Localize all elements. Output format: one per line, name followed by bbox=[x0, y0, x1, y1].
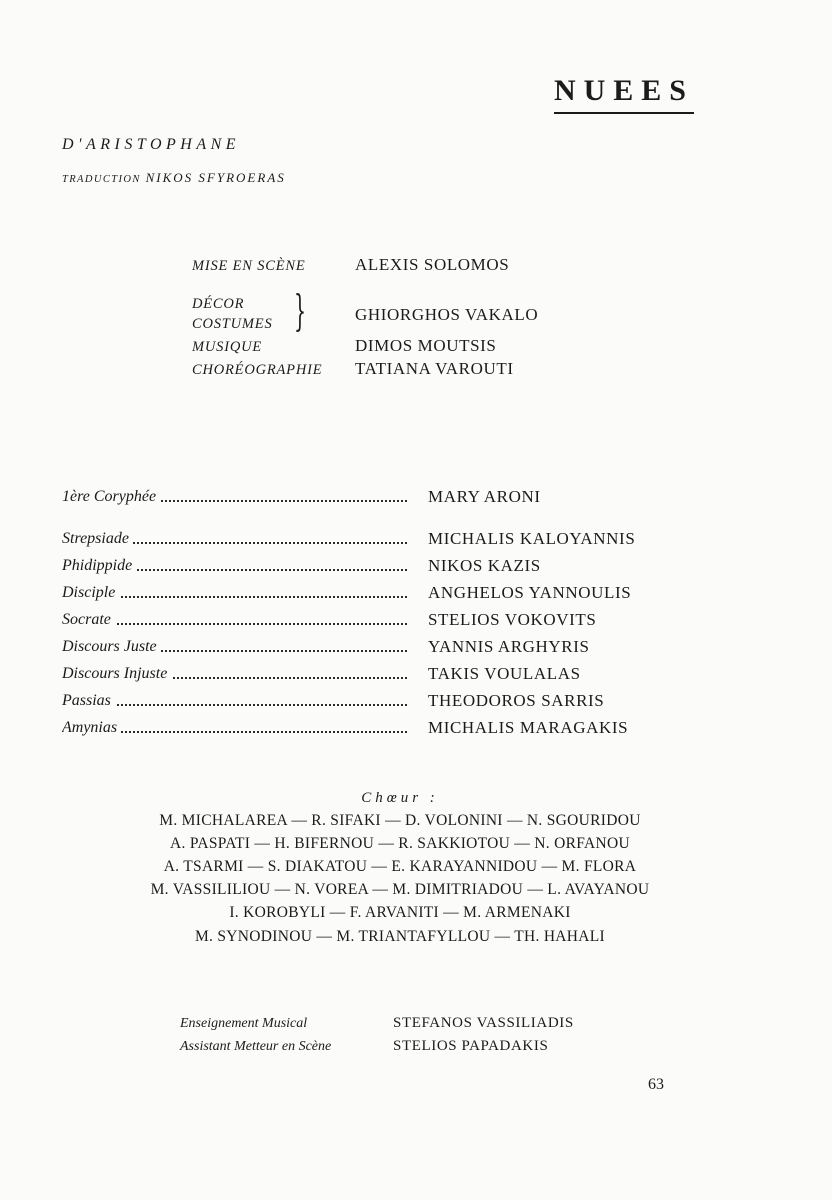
cast-role: Phidippide bbox=[62, 557, 407, 575]
chorus-line: A. PASPATI — H. BIFERNOU — R. SAKKIOTOU — N. ORFANOU bbox=[170, 835, 630, 852]
chorus-line: I. KOROBYLI — F. ARVANITI — M. ARMENAKI bbox=[229, 904, 571, 921]
credit-name-choreographer: TATIANA VAROUTI bbox=[355, 359, 514, 378]
cast-actor: YANNIS ARGHYRIS bbox=[428, 637, 590, 656]
bottom-credit-name: STELIOS PAPADAKIS bbox=[393, 1038, 549, 1054]
credit-role-musique: MUSIQUE bbox=[192, 339, 263, 355]
cast-actor: THEODOROS SARRIS bbox=[428, 691, 605, 710]
cast-role: Passias bbox=[62, 692, 407, 710]
cast-actor: ANGHELOS YANNOULIS bbox=[428, 583, 632, 602]
cast-role: Amynias bbox=[62, 719, 407, 737]
bottom-credit-name: STEFANOS VASSILIADIS bbox=[393, 1015, 574, 1031]
author-line: D'ARISTOPHANE bbox=[62, 136, 241, 153]
credit-role-choregraphie: CHORÉOGRAPHIE bbox=[192, 362, 323, 378]
cast-actor: TAKIS VOULALAS bbox=[428, 664, 581, 683]
cast-role: Strepsiade bbox=[62, 530, 407, 548]
cast-role: Disciple bbox=[62, 584, 407, 602]
page-number: 63 bbox=[648, 1076, 664, 1093]
cast-role: Socrate bbox=[62, 611, 407, 629]
cast-role: Discours Injuste bbox=[62, 665, 407, 683]
chorus-line: M. SYNODINOU — M. TRIANTAFYLLOU — TH. HAHALI bbox=[194, 928, 606, 945]
credit-name-designer: GHIORGHOS VAKALO bbox=[355, 305, 539, 324]
cast-actor: MICHALIS MARAGAKIS bbox=[428, 718, 629, 737]
cast-actor: MARY ARONI bbox=[428, 487, 541, 506]
chorus-heading: Chœur : bbox=[361, 790, 439, 806]
page-title: NUEES bbox=[554, 74, 694, 114]
bottom-credit-role: Enseignement Musical bbox=[180, 1016, 308, 1031]
credit-role-mise-en-scene: MISE EN SCÈNE bbox=[192, 258, 306, 274]
credit-name-composer: DIMOS MOUTSIS bbox=[355, 336, 497, 355]
translation-line bbox=[62, 170, 286, 186]
chorus-line: M. MICHALAREA — R. SIFAKI — D. VOLONINI — N. SGOURIDOU bbox=[159, 812, 641, 829]
cast-actor: NIKOS KAZIS bbox=[428, 556, 541, 575]
credit-name-director: ALEXIS SOLOMOS bbox=[355, 255, 510, 274]
credit-role-decor: DÉCOR bbox=[192, 296, 245, 312]
cast-role: Discours Juste bbox=[62, 638, 407, 656]
cast-actor: MICHALIS KALOYANNIS bbox=[428, 529, 636, 548]
chorus-line: M. VASSILILIOU — N. VOREA — M. DIMITRIADOU — L. AVAYANOU bbox=[150, 881, 650, 898]
chorus-line: A. TSARMI — S. DIAKATOU — E. KARAYANNIDOU — M. FLORA bbox=[163, 858, 637, 875]
bottom-credit-role: Assistant Metteur en Scène bbox=[180, 1039, 332, 1054]
translation-label: TRADUCTION bbox=[62, 174, 141, 185]
brace-symbol: } bbox=[294, 286, 307, 335]
cast-actor: STELIOS VOKOVITS bbox=[428, 610, 597, 629]
credit-role-costumes: COSTUMES bbox=[192, 316, 273, 332]
translator-name: NIKOS SFYROERAS bbox=[145, 170, 286, 185]
cast-role: 1ère Coryphée bbox=[62, 488, 407, 506]
